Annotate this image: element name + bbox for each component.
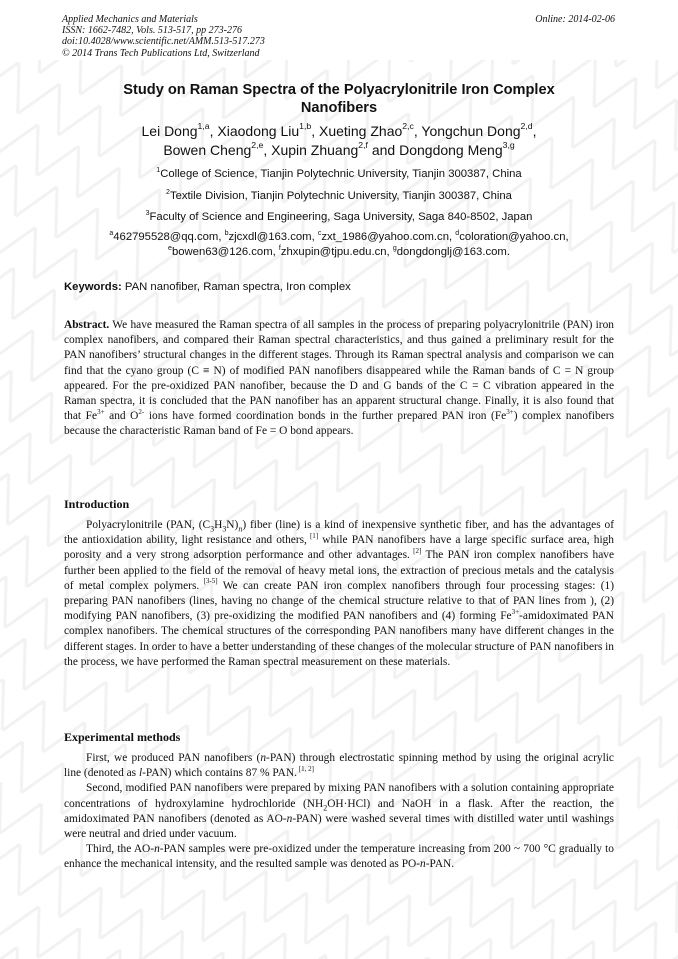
intro-sub: 3 [210,524,215,534]
citation-ref[interactable]: [3-5] [199,577,218,586]
author-name: Bowen Cheng [163,142,252,158]
exp-italic: n [260,752,267,764]
email-link[interactable]: zjcxdl@163.com [228,231,312,243]
experimental-paragraph [64,842,614,872]
exp-text: Second, modified PAN nanofibers were prepared by mixing PAN nanofibers with a solution containing appropriate concentrations of hydroxylamine hydrochloride (NH [64,782,614,810]
online-date: Online: 2014-02-06 [535,14,615,25]
abstract-sup: 2- [138,407,145,416]
journal-copyright: © 2014 Trans Tech Publications Ltd, Switzerland [62,47,260,59]
author-list: Lei Dong$^{1,a}$, Xiaodong Liu$^{1,b}$, Xueting Zhao$^{2,c}$, Yongchun Dong$^{2,d}$, Bowen Cheng$^{2,e}$, Xupin Zhuang$^{2,f}$ and Dongdong Meng$^{3,g}$ [141,121,537,158]
email-sup: e [168,244,172,252]
affiliation [62,210,616,224]
exp-text: -PAN) which contains 87 % PAN. [142,767,297,780]
author-sup: 1,b [299,121,312,132]
affiliation-text: Faculty of Science and Engineering, Saga University, Saga 840-8502, Japan [149,211,533,223]
section-heading-experimental: Experimental methods [64,730,181,744]
author-name: Yongchun Dong [421,123,521,139]
exp-italic: n [154,843,160,856]
author-connector: and [371,142,396,158]
email-link[interactable]: zhxupin@tjpu.edu.cn [280,246,387,258]
affiliation-sup: 2 [166,188,170,196]
abstract-sup: 3+ [97,407,105,416]
affiliation-sup: 1 [156,166,161,174]
abstract-text: ) complex nanofibers because the characteristic Raman band of Fe = O bond appears. [64,410,614,438]
affiliation [62,189,616,203]
journal-doi: doi:10.4028/www.scientific.net/AMM.513-517.273 [62,36,265,48]
title-line-1: Study on Raman Spectra of the Polyacrylonitrile Iron Complex [123,82,555,98]
paper-title [70,81,608,117]
keywords-text: PAN nanofiber, Raman spectra, Iron complex [124,281,351,293]
email-link[interactable]: bowen63@126.com [171,246,273,258]
intro-text: H [214,519,223,531]
author-name: Lei Dong [141,123,198,139]
email-link[interactable]: zxt_1986@yahoo.com.cn [321,231,449,243]
experimental-paragraph [64,751,614,781]
affiliation-sup: 3 [145,209,150,217]
exp-text: -PAN) through electrostatic spinning method by using the original acrylic line (denoted as [64,752,614,780]
abstract-text: We have measured the Raman spectra of all samples in the process of preparing polyacrylonitrile (PAN) iron complex nanofibers, and compared their Raman spectral characteristics, and thus gained a preliminary result for the PAN nanofibers’ structural changes in the different stages. Through its Raman spectral analysis and comparison we can find that the cyano group (C ≡ N) of modified PAN nanofibers disappeared while the Raman bands of C = N group appeared. For the pre-oxidized PAN nanofiber, because the D and G bands of the C = C vibration appeared in the Raman spectra, it is concluded that the PAN nanofiber has an apparent structural change. Finally, it is also found that that Fe [64,319,614,423]
abstract-text: ions have formed coordination bonds in the further prepared PAN iron (Fe [144,410,507,423]
exp-text: -PAN) were washed several times with distilled water until washings were neutral and dried under vacuum. [64,812,614,841]
author-name: Xiaodong Liu [217,123,300,139]
email-sup: b [224,229,229,237]
author-sup: 2,f [358,140,368,151]
journal-header [62,14,265,59]
intro-sup: 3+ [511,607,520,616]
abstract [64,318,614,440]
abstract-text: and O [104,410,139,423]
email-sup: d [455,229,460,237]
affiliation-text: Textile Division, Tianjin Polytechnic University, Tianjin 300387, China [169,190,512,202]
email-link[interactable]: dongdonglj@163.com [396,246,507,258]
intro-sub: n [238,524,243,534]
exp-text: -PAN. [425,858,455,871]
email-link[interactable]: coloration@yahoo.cn [459,231,566,243]
exp-italic: n [286,812,293,825]
intro-text: The PAN iron complex nanofibers have further been applied to the field of the removal of heavy metal ions, the extraction of precious metals and the catalysis of metal complex polymers. [64,549,615,592]
intro-text: -amidoximated PAN complex nanofibers. The chemical structures of the corresponding PAN nanofibers many have different changes in the different stages. In order to have a better understanding of these changes of the molecular structure of PAN nanofibers in the process, we have performed the Raman spectral measurement on these materials. [64,610,614,668]
email-link[interactable]: 462795528@qq.com [113,231,219,243]
citation-ref[interactable]: [1] [306,531,319,540]
section-heading-introduction: Introduction [64,497,130,511]
author-sup: 1,a [197,121,210,132]
author-emails: $^a$462795528@qq.com, $^b$zjcxdl@163.com, $^c$zxt_1986@yahoo.com.cn, $^d$coloration@yahoo.cn, $^e$bowen63@126.com, $^f$zhxupin@tjpu.edu.cn, $^g$dongdonglj@163.com. [109,229,569,258]
email-sup: f [278,244,281,252]
keywords [64,281,351,293]
author-sup: 3,g [502,140,515,151]
author-name: Xueting Zhao [318,123,403,139]
author-sup: 2,c [402,121,414,132]
exp-sub: 2 [323,802,328,812]
introduction-body [64,518,614,670]
email-sup: a [109,229,114,237]
intro-text: Polyacrylonitrile (PAN, (C [86,519,211,531]
citation-ref[interactable]: [1, 2] [296,764,315,773]
exp-italic: l [138,767,143,780]
abstract-sup: 3+ [506,407,514,416]
intro-sub: 3 [222,524,227,534]
exp-italic: n [420,858,426,871]
exp-text: -PAN samples were pre-oxidized under the temperature increasing from 200 ~ 700 °C gradually to enhance the mechanical intensity, and the resulted sample was denoted as PO- [64,843,614,871]
intro-text: We can create PAN iron complex nanofibers through four processing stages: (1) preparing PAN nanofibers (lines, having no change of the chemical structure relative to that of PAN lines from ), (2) modifying PAN nanofibers, (3) pre-oxidizing the modified PAN nanofibers and (4) forming Fe [64,579,615,623]
journal-issn: ISSN: 1662-7482, Vols. 513-517, pp 273-276 [62,25,242,37]
author-name: Xupin Zhuang [271,142,359,158]
experimental-body [64,751,614,873]
intro-text: while PAN nanofibers have a large specific surface area, high porosity and a very strong adsorption performance and other advantages. [64,534,615,562]
exp-text: OH·HCl) and NaOH in a flask. After the reaction, the amidoximated PAN nanofibers (denoted as AO- [64,797,614,825]
journal-name: Applied Mechanics and Materials [62,14,198,25]
exp-text: First, we produced PAN nanofibers ( [86,752,261,764]
affiliation [62,167,616,181]
abstract-label: Abstract. [64,319,110,331]
author-sup: 2,e [251,140,264,151]
email-sup: c [317,229,322,237]
title-line-2: Nanofibers [300,100,378,116]
intro-text: N) [226,519,239,531]
exp-text: Third, the AO- [86,843,155,856]
affiliation-text: College of Science, Tianjin Polytechnic University, Tianjin 300387, China [160,168,522,180]
citation-ref[interactable]: [2] [409,546,422,555]
author-name: Dongdong Meng [399,142,503,158]
intro-text: ) fiber (line) is a kind of inexpensive synthetic fiber, and has the advantages of the antioxidation ability, light resistance and others, [64,519,615,547]
email-sup: g [392,244,397,252]
keywords-label: Keywords: [64,281,122,293]
author-sup: 2,d [520,121,533,132]
experimental-paragraph [64,781,614,842]
